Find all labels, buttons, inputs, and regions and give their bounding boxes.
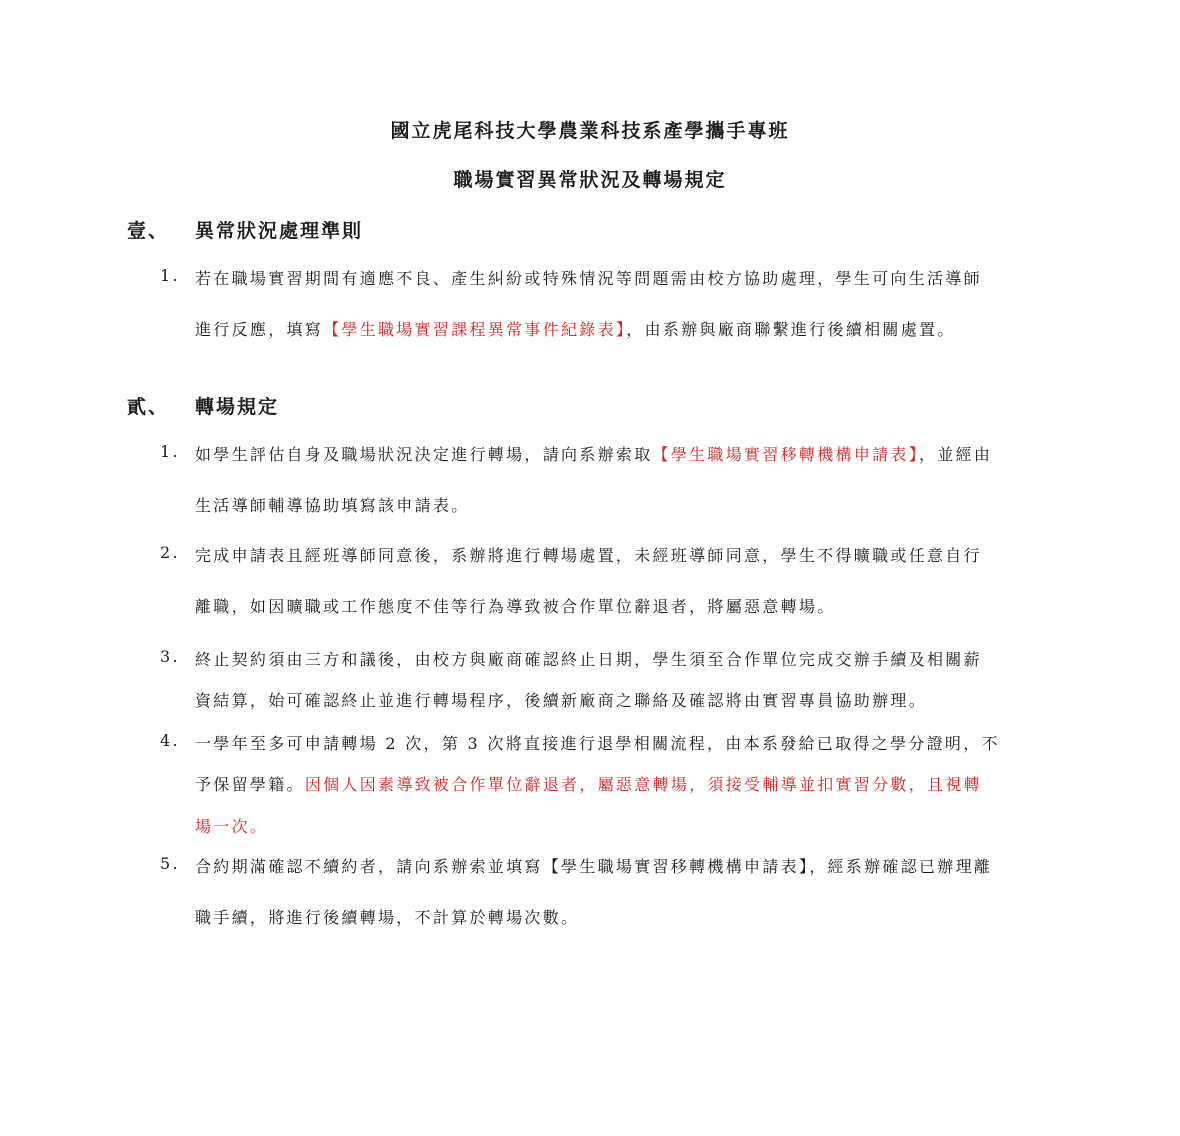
text-span: 予保留學籍。 [195,775,305,794]
form-name-highlight: 【學生職場實習移轉機構申請表】 [652,445,920,464]
list-item-number: 1. [160,266,180,285]
section-heading-1 [127,216,363,243]
list-item-text: 完成申請表且經班導師同意後，系辦將進行轉場處置，未經班導師同意，學生不得曠職或任意自行 [195,546,982,565]
document-subtitle: 職場實習異常狀況及轉場規定 [453,169,727,191]
list-item-text: 一學年至多可申請轉場 2 次，第 3 次將直接進行退學相關流程，由本系發給已取得之學分證明，不 [195,734,1000,753]
list-item-number: 2. [160,543,180,562]
text-span: ，並經由 [919,445,993,464]
text-span: 如學生評估自身及職場狀況決定進行轉場，請向系辦索取 [195,445,653,464]
section-number: 貳、 [127,396,170,418]
list-item-text: 離職，如因曠職或工作態度不佳等行為導致被合作單位辭退者，將屬惡意轉場。 [195,597,836,616]
list-item-text: 資結算，始可確認終止並進行轉場程序，後續新廠商之聯絡及確認將由實習專員協助辦理。 [195,691,928,710]
list-item-text: 生活導師輔導協助填寫該申請表。 [195,496,470,515]
text-span: ，由系辦與廠商聯繫進行後續相關處置。 [626,320,956,339]
list-item-number: 4. [160,731,180,750]
penalty-highlight: 場一次。 [195,817,269,836]
list-item-text [195,772,982,795]
list-item-text: 合約期滿確認不續約者，請向系辦索並填寫【學生職場實習移轉機構申請表】，經系辦確認已辦理離 [195,857,993,876]
list-item-text [195,317,956,340]
document-title: 國立虎尾科技大學農業科技系產學攜手專班 [390,120,790,142]
section-number: 壹、 [127,220,170,242]
form-name-highlight: 【學生職場實習課程異常事件紀錄表】 [323,320,627,339]
section-title: 異常狀況處理準則 [195,220,364,242]
list-item-number: 5. [160,854,180,873]
list-item-text: 若在職場實習期間有適應不良、產生糾紛或特殊情況等問題需由校方協助處理，學生可向生活導師 [195,269,982,288]
list-item-text: 職手續，將進行後續轉場，不計算於轉場次數。 [195,908,580,927]
penalty-highlight: 因個人因素導致被合作單位辭退者，屬惡意轉場，須接受輔導並扣實習分數，且視轉 [304,775,982,794]
list-item-text [195,442,992,465]
list-item-number: 3. [160,647,180,666]
text-span: 進行反應，填寫 [195,320,324,339]
list-item-text: 終止契約須由三方和議後，由校方與廠商確認終止日期，學生須至合作單位完成交辦手續及相關薪 [195,650,982,669]
list-item-number: 1. [160,442,180,461]
section-heading-2 [127,392,279,419]
section-title: 轉場規定 [195,396,280,418]
